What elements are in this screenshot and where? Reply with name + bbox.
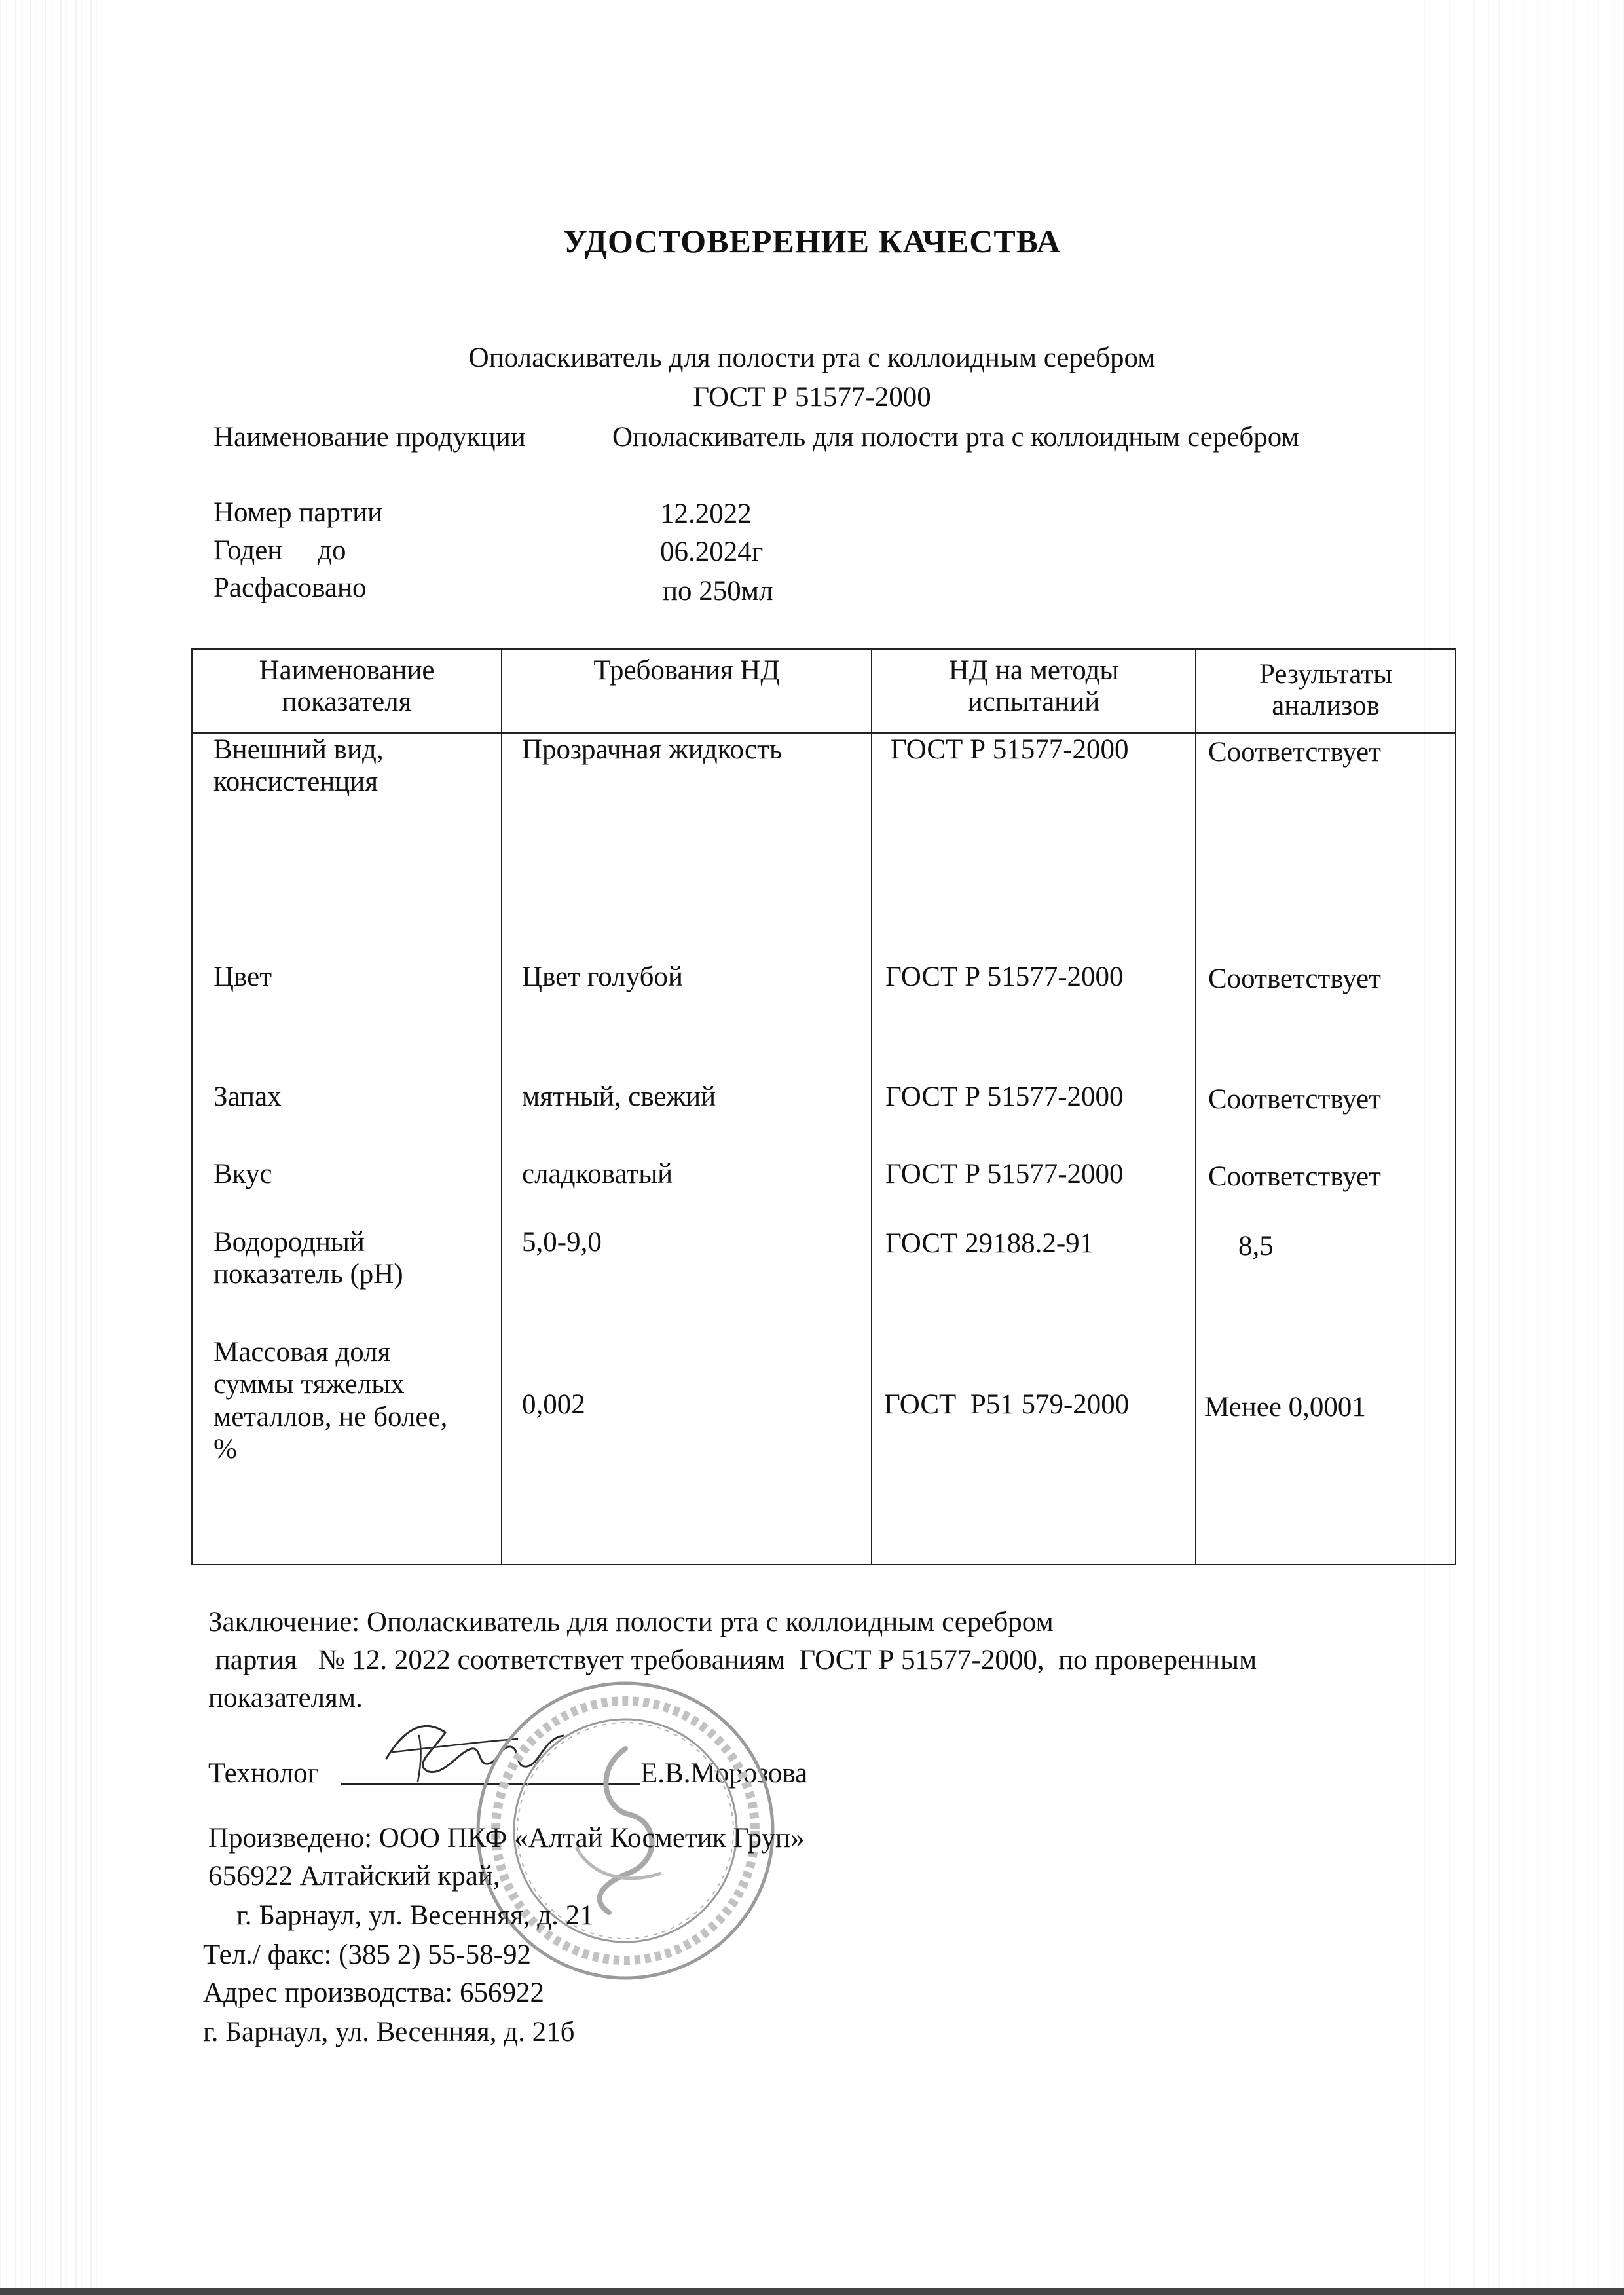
header-result-line2: анализов — [1272, 690, 1380, 722]
requirement-taste: сладковатый — [522, 1159, 673, 1189]
result-taste: Соответствует — [1208, 1161, 1381, 1192]
header-method-line1: НД на методы — [948, 655, 1119, 686]
indicator-taste: Вкус — [213, 1159, 272, 1189]
manufacturer-line1: Произведено: ООО ПКФ «Алтай Косметик Груп» — [208, 1823, 805, 1854]
manufacturer-line3: г. Барнаул, ул. Весенняя, д. 21 — [208, 1900, 594, 1931]
indicator-smell: Запах — [213, 1081, 282, 1112]
requirement-smell: мятный, свежий — [522, 1081, 716, 1112]
manufacturer-line5: Адрес производства: 656922 — [203, 1977, 544, 2008]
requirement-heavy-metals: 0,002 — [522, 1389, 585, 1420]
indicator-column — [192, 733, 502, 1565]
product-name-label: Наименование продукции — [213, 422, 526, 453]
batch-label: Номер партии — [213, 497, 383, 528]
method-heavy-metals: ГОСТ Р51 579-2000 — [884, 1389, 1130, 1420]
expiry-value: 06.2024г — [660, 536, 764, 567]
document-subtitle: Ополаскиватель для полости рта с коллоидным серебром — [468, 343, 1156, 373]
document-standard: ГОСТ Р 51577-2000 — [693, 382, 931, 413]
result-heavy-metals: Менее 0,0001 — [1204, 1392, 1366, 1423]
indicator-text: Массовая доля — [213, 1337, 391, 1368]
method-color: ГОСТ Р 51577-2000 — [885, 961, 1124, 992]
signature-name: Е.В.Морозова — [640, 1758, 808, 1789]
indicator-appearance — [213, 734, 384, 798]
batch-value: 12.2022 — [660, 498, 752, 529]
manufacturer-phone: Тел./ факс: (385 2) 55-58-92 — [203, 1939, 531, 1970]
header-test-method — [872, 649, 1196, 733]
header-indicator-line1: Наименование — [259, 655, 435, 686]
method-smell: ГОСТ Р 51577-2000 — [885, 1081, 1124, 1112]
indicator-text: металлов, не более, — [213, 1401, 448, 1432]
header-indicator-line2: показателя — [282, 686, 412, 718]
method-taste: ГОСТ Р 51577-2000 — [885, 1159, 1124, 1189]
packaging-label: Расфасовано — [213, 572, 367, 603]
conclusion-line3: показателям. — [208, 1683, 363, 1713]
requirement-appearance: Прозрачная жидкость — [522, 734, 783, 765]
header-result — [1196, 649, 1456, 733]
header-indicator — [192, 649, 502, 733]
scan-edge-bottom — [0, 2288, 1624, 2295]
indicator-ph — [213, 1226, 403, 1291]
result-ph: 8,5 — [1238, 1231, 1274, 1261]
requirement-ph: 5,0-9,0 — [522, 1227, 602, 1258]
indicator-text: показатель (рН) — [213, 1259, 403, 1290]
requirement-column — [502, 733, 872, 1565]
signature-role: Технолог — [208, 1758, 320, 1789]
result-appearance: Соответствует — [1208, 737, 1381, 768]
header-result-line1: Результаты — [1259, 659, 1393, 690]
result-color: Соответствует — [1208, 963, 1381, 994]
packaging-value: по 250мл — [663, 576, 773, 606]
result-column — [1196, 733, 1456, 1565]
indicator-text: консистенция — [213, 766, 378, 798]
result-smell: Соответствует — [1208, 1084, 1381, 1115]
product-name-value: Ополаскиватель для полости рта с коллоидным серебром — [612, 422, 1299, 453]
conclusion-line2: партия № 12. 2022 соответствует требованиям ГОСТ Р 51577-2000, по проверенным — [208, 1645, 1257, 1675]
indicator-text: Водородный — [213, 1227, 365, 1258]
header-requirement-text: Требования НД — [593, 655, 780, 686]
indicator-text: Внешний вид, — [213, 734, 384, 765]
indicator-text: суммы тяжелых — [213, 1369, 405, 1400]
method-appearance: ГОСТ Р 51577-2000 — [891, 734, 1129, 765]
requirement-color: Цвет голубой — [522, 961, 684, 992]
table-header-row — [192, 649, 1456, 733]
header-method-line2: испытаний — [967, 686, 1100, 718]
manufacturer-line6: г. Барнаул, ул. Весенняя, д. 21б — [203, 2017, 575, 2047]
indicator-color: Цвет — [213, 961, 272, 992]
document-title: УДОСТОВЕРЕНИЕ КАЧЕСТВА — [563, 223, 1061, 259]
expiry-label: Годен до — [213, 535, 346, 566]
quality-results-table — [191, 648, 1456, 1565]
indicator-heavy-metals — [213, 1336, 447, 1466]
manufacturer-line2: 656922 Алтайский край, — [208, 1861, 500, 1892]
conclusion-line1: Заключение: Ополаскиватель для полости рта с коллоидным серебром — [208, 1607, 1054, 1637]
indicator-text: % — [213, 1434, 237, 1465]
header-requirement — [502, 649, 872, 733]
method-column — [872, 733, 1196, 1565]
table-body-row — [192, 733, 1456, 1565]
method-ph: ГОСТ 29188.2-91 — [885, 1228, 1094, 1259]
